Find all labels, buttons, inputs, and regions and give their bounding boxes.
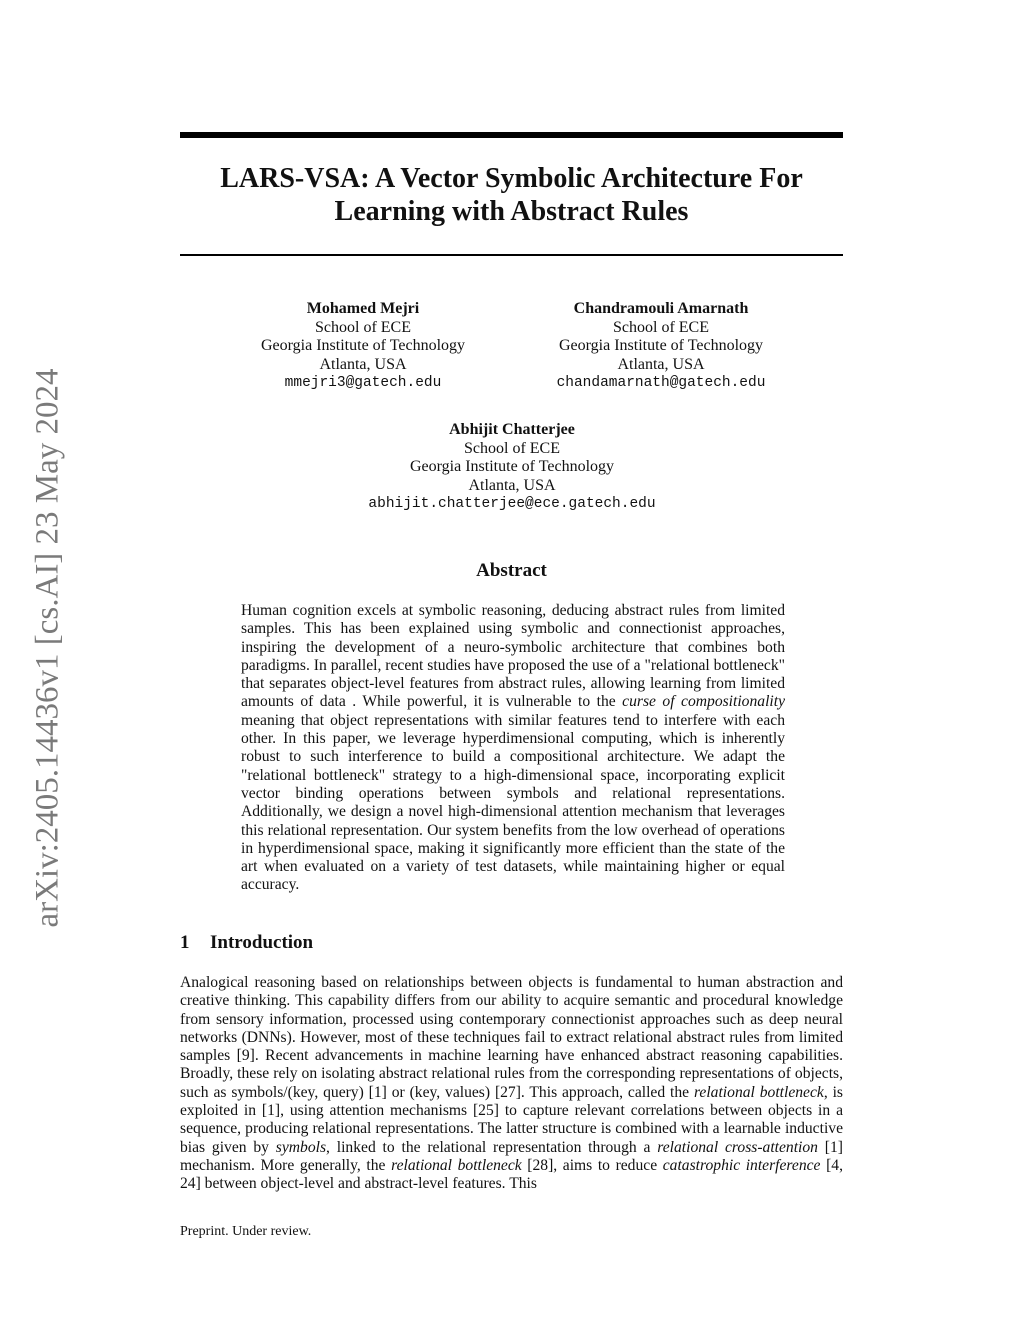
author-institution: Georgia Institute of Technology (260, 337, 466, 354)
author-department: School of ECE (464, 439, 560, 457)
author-name: Abhijit Chatterjee (449, 421, 575, 438)
section-number: 1 (180, 932, 190, 953)
intro-text-part: , is exploited in [1], using attention mechanisms [25] to capture relevant correlations between objects in a sequence, producing relational representations. The latter structure is combined with a learnable inductive bias given by (180, 1083, 843, 1156)
author-location: Atlanta, USA (319, 355, 407, 373)
author-institution: Georgia Institute of Technology (558, 337, 764, 354)
author-department: School of ECE (613, 318, 709, 336)
title-line-1: LARS-VSA: A Vector Symbolic Architecture For (220, 163, 803, 194)
intro-emphasis: relational cross-attention (657, 1138, 818, 1156)
intro-text-part: [1] mechanism. More generally, the (180, 1138, 843, 1174)
author-location: Atlanta, USA (468, 476, 556, 494)
author-block (530, 300, 792, 393)
intro-text-part: Analogical reasoning based on relationships between objects is fundamental to human abstraction and creative thinking. This capability differs from our ability to acquire semantic and procedural knowledge from sensory information, processed using contemporary connectionist approaches such as deep neural networks (DNNs). However, most of these techniques fail to extract relational abstract rules from limited samples [9]. Recent advancements in machine learning have enhanced abstract reasoning capabilities. Broadly, these rely on isolating abstract relational rules from the corresponding representations of objects, such as symbols/(key, query) [1] or (key, values) [27]. This approach, called the (180, 974, 843, 1101)
author-block (350, 421, 674, 514)
intro-emphasis: symbols (275, 1138, 327, 1156)
title-line-2: Learning with Abstract Rules (334, 196, 689, 227)
intro-text-part: , linked to the relational representation through a (326, 1138, 658, 1156)
footer-note: Preprint. Under review. (180, 1224, 312, 1239)
paper-title (180, 162, 843, 228)
arxiv-identifier: arXiv:2405.14436v1 [cs.AI] 23 May 2024 (29, 368, 66, 928)
author-email: abhijit.chatterjee@ece.gatech.edu (368, 496, 656, 512)
author-location: Atlanta, USA (617, 355, 705, 373)
author-block (232, 300, 494, 393)
intro-emphasis: catastrophic interference (662, 1156, 821, 1174)
abstract-heading: Abstract (476, 560, 547, 581)
intro-text-part: [4, 24] between object-level and abstract-level features. This (180, 1156, 843, 1193)
author-name: Chandramouli Amarnath (573, 300, 749, 317)
intro-emphasis: relational bottleneck (693, 1083, 824, 1101)
abstract-emphasis: curse of compositionality (622, 693, 785, 711)
section-title: Introduction (210, 932, 314, 953)
introduction-paragraph (180, 974, 843, 1194)
title-bottom-rule (180, 254, 843, 256)
abstract-text (241, 602, 785, 895)
section-heading-introduction (180, 932, 313, 954)
intro-emphasis: relational bottleneck (391, 1156, 522, 1174)
author-email: chandamarnath@gatech.edu (556, 375, 766, 391)
author-name: Mohamed Mejri (306, 300, 420, 317)
author-department: School of ECE (315, 318, 411, 336)
abstract-text-part: Human cognition excels at symbolic reasoning, deducing abstract rules from limited samples. This has been explained using symbolic and connectionist approaches, inspiring the development of a neuro-symbolic architecture that combines both paradigms. In parallel, recent studies have proposed the use of a "relational bottleneck" that separates object-level features from abstract rules, allowing learning from limited amounts of data . While powerful, it is vulnerable to the (241, 602, 785, 711)
title-top-rule (180, 132, 843, 138)
author-institution: Georgia Institute of Technology (409, 458, 615, 475)
author-email: mmejri3@gatech.edu (284, 375, 442, 391)
intro-text-part: [28], aims to reduce (521, 1156, 663, 1174)
abstract-text-part: meaning that object representations with similar features tend to interfere with each other. In this paper, we leverage hyperdimensional computing, which is inherently robust to such interference to build a compositional architecture. We adapt the "relational bottleneck" strategy to a high-dimensional space, incorporating explicit vector binding operations between symbols and relational representations. Additionally, we design a novel high-dimensional attention mechanism that leverages this relational representation. Our system benefits from the low overhead of operations in hyperdimensional space, making it significantly more efficient than the state of the art when evaluated on a variety of test datasets, while maintaining higher or equal accuracy. (241, 711, 785, 894)
